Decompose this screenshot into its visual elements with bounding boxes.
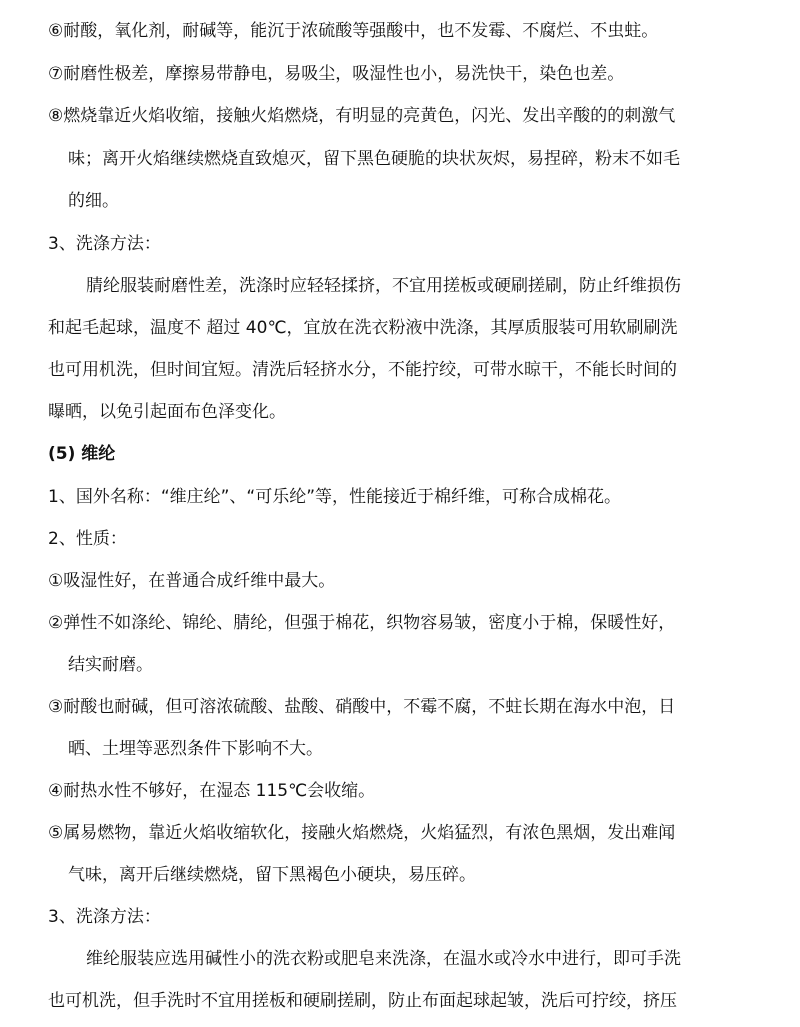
text-line: 1、国外名称：“维庄纶”、“可乐纶”等，性能接近于棉纤维，可称合成棉花。: [48, 487, 622, 507]
section-heading: 2、性质：: [48, 529, 127, 549]
text-line: 曝晒，以免引起面布色泽变化。: [48, 402, 286, 422]
text-line: 维纶服装应选用碱性小的洗衣粉或肥皂来洗涤，在温水或冷水中进行，即可手洗: [86, 949, 681, 969]
text-line: ⑤属易燃物，靠近火焰收缩软化，接融火焰燃烧，火焰猛烈，有浓色黑烟，发出难闻: [48, 823, 676, 843]
text-line: ③耐酸也耐碱，但可溶浓硫酸、盐酸、硝酸中，不霉不腐，不蛀长期在海水中泡，日: [48, 697, 676, 717]
text-line: ⑥耐酸，氧化剂，耐碱等，能沉于浓硫酸等强酸中，也不发霉、不腐烂、不虫蛀。: [48, 21, 659, 41]
text-line: ⑧燃烧靠近火焰收缩，接触火焰燃烧，有明显的亮黄色，闪光、发出辛酸的的刺激气: [48, 106, 676, 126]
text-line: 腈纶服装耐磨性差，洗涤时应轻轻揉挤，不宜用搓板或硬刷搓刷，防止纤维损伤: [86, 276, 681, 296]
text-line: 晒、土埋等恶烈条件下影响不大。: [68, 739, 323, 759]
text-line: ①吸湿性好，在普通合成纤维中最大。: [48, 571, 336, 591]
text-line: ⑦耐磨性极差，摩擦易带静电，易吸尘，吸湿性也小，易洗快干，染色也差。: [48, 64, 625, 84]
text-line: 也可用机洗，但时间宜短。清洗后轻挤水分，不能拧绞，可带水晾干，不能长时间的: [48, 360, 677, 380]
text-line: 结实耐磨。: [68, 655, 153, 675]
text-line: 的细。: [68, 191, 119, 211]
text-line: 味；离开火焰继续燃烧直致熄灭，留下黑色硬脆的块状灰烬，易捏碎，粉末不如毛: [68, 149, 680, 169]
text-line: 气味，离开后继续燃烧，留下黑褐色小硬块，易压碎。: [68, 865, 476, 885]
text-line: 也可机洗，但手洗时不宜用搓板和硬刷搓刷，防止布面起球起皱，洗后可拧绞，挤压: [48, 991, 677, 1011]
text-line: 和起毛起球，温度不 超过 40℃，宜放在洗衣粉液中洗涤，其厚质服装可用软刷刷洗: [48, 318, 678, 338]
section-heading: 3、洗涤方法：: [48, 234, 161, 254]
section-heading: 3、洗涤方法：: [48, 907, 161, 927]
text-line: ④耐热水性不够好，在湿态 115℃会收缩。: [48, 781, 376, 801]
text-line: ②弹性不如涤纶、锦纶、腈纶，但强于棉花，织物容易皱，密度小于棉，保暖性好，: [48, 613, 676, 633]
chapter-heading: (5) 维纶: [48, 444, 116, 464]
